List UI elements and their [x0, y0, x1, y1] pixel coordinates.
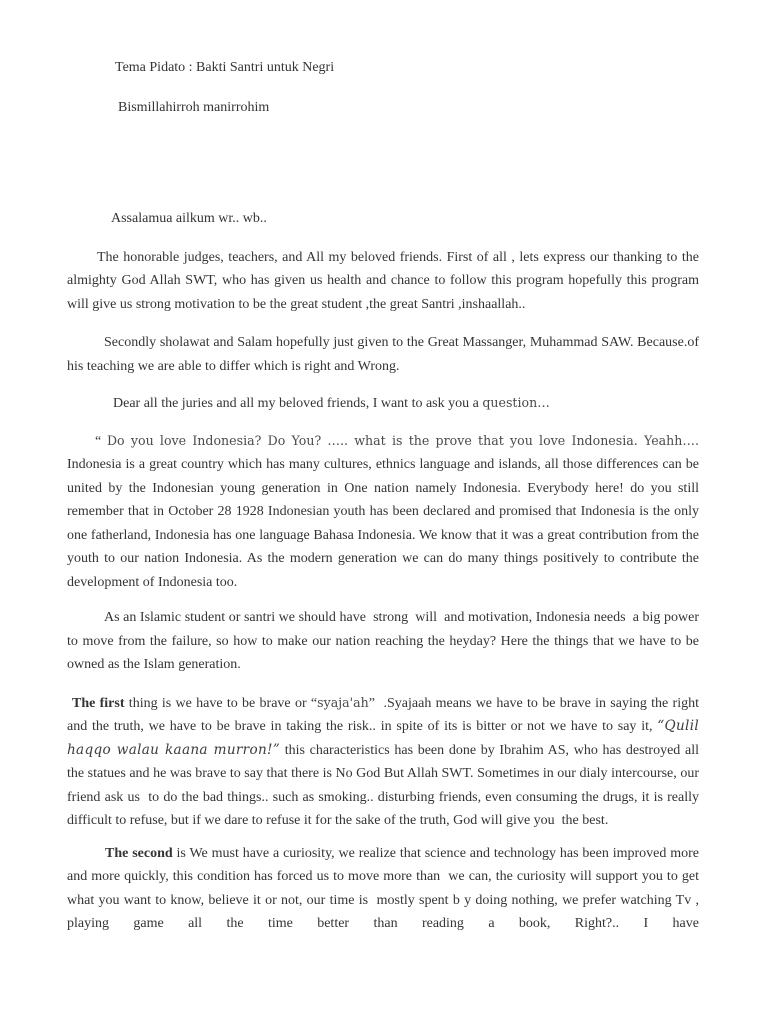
- text-run: The honorable judges, teachers, and All my beloved friends. First of all , lets express our thanking to the almighty God Allah SWT, who has given us health and chance to follow this program hopefully this program will give us strong motivation to be the great student ,the great Santri ,inshaallah..: [67, 249, 703, 312]
- text-run: Do you love Indonesia? Do You? ….. what is the prove that you love Indonesia. Yeahh….: [106, 432, 699, 448]
- text-run: question…: [482, 395, 550, 410]
- text-run: As an Islamic student or santri we should have strong will and motivation, Indonesia needs a big power to move from the failure, so how to make our nation reaching the heyday? Here the things that we have to be owned as the Islam generation.: [67, 610, 703, 672]
- paragraph-first: [67, 691, 704, 833]
- text-run: Bismillahirroh manirrohim: [118, 99, 270, 115]
- text-run: Tema Pidato : Bakti Santri untuk Negri: [115, 60, 335, 75]
- bismillah-line: [67, 96, 699, 120]
- text-run: ” .Syajaah means we have to be brave in saying the right and the truth, we have to be brave in taking the risk.. in spite of its is bitter or not we have to say it,: [67, 695, 703, 734]
- paragraph-sholawat: [67, 331, 703, 378]
- paragraph-indonesia: [67, 429, 703, 595]
- text-run: Secondly sholawat and Salam hopefully just given to the Great Massanger, Muhammad SAW. Because.of his teaching we are able to differ which is right and Wrong.: [67, 335, 703, 374]
- text-run: Indonesia is a great country which has many cultures, ethnics language and islands, all those differences can be united by the Indonesian young generation in One nation namely Indonesia. Everybody here! do you still remember that in October 28 1928 Indonesian youth has been declared and promised that Indonesia is the only one fatherland, Indonesia has one language Bahasa Indonesia. We know that it was a great contribution from the youth to our nation Indonesia. As the modern generation we can do many things positively to contribute the development of Indonesia too.: [67, 433, 703, 590]
- bold-text-run: The second: [105, 845, 173, 861]
- paragraph-opening: [67, 246, 703, 317]
- text-run: syaja'ah: [317, 694, 369, 710]
- greeting-line: [67, 207, 699, 231]
- text-run: thing is we have to be brave or “: [124, 695, 318, 711]
- paragraph-second: [67, 842, 703, 936]
- text-run: “Qulil haqqo walau kaana murron!”: [67, 718, 704, 758]
- paragraph-santri: [67, 606, 703, 677]
- text-run: is We must have a curiosity, we realize that science and technology has been improved more and more quickly, this condition has forced us to move more than we can, the curiosity will support you to get what you want to know, believe it or not, our time is mostly spent b y doing nothing, we prefer watching Tv , playing game all the time better than reading a book, Right?.. I have: [67, 845, 703, 931]
- text-run: “: [95, 433, 107, 449]
- speech-title-line: [67, 56, 699, 80]
- paragraph-question: [67, 391, 699, 416]
- text-run: Dear all the juries and all my beloved friends, I want to ask you a: [113, 396, 483, 411]
- text-run: Assalamua ailkum wr.. wb..: [111, 211, 267, 226]
- text-run: this characteristics has been done by Ibrahim AS, who has destroyed all the statues and he was brave to say that there is No God But Allah SWT. Sometimes in our dialy intercourse, our friend ask us to do the bad things.. such as smoking.. disturbing friends, even consuming the drugs, it is really difficult to refuse, but if we dare to refuse it for the sake of the truth, God will give you the best.: [67, 742, 703, 828]
- bold-text-run: The first: [72, 695, 125, 711]
